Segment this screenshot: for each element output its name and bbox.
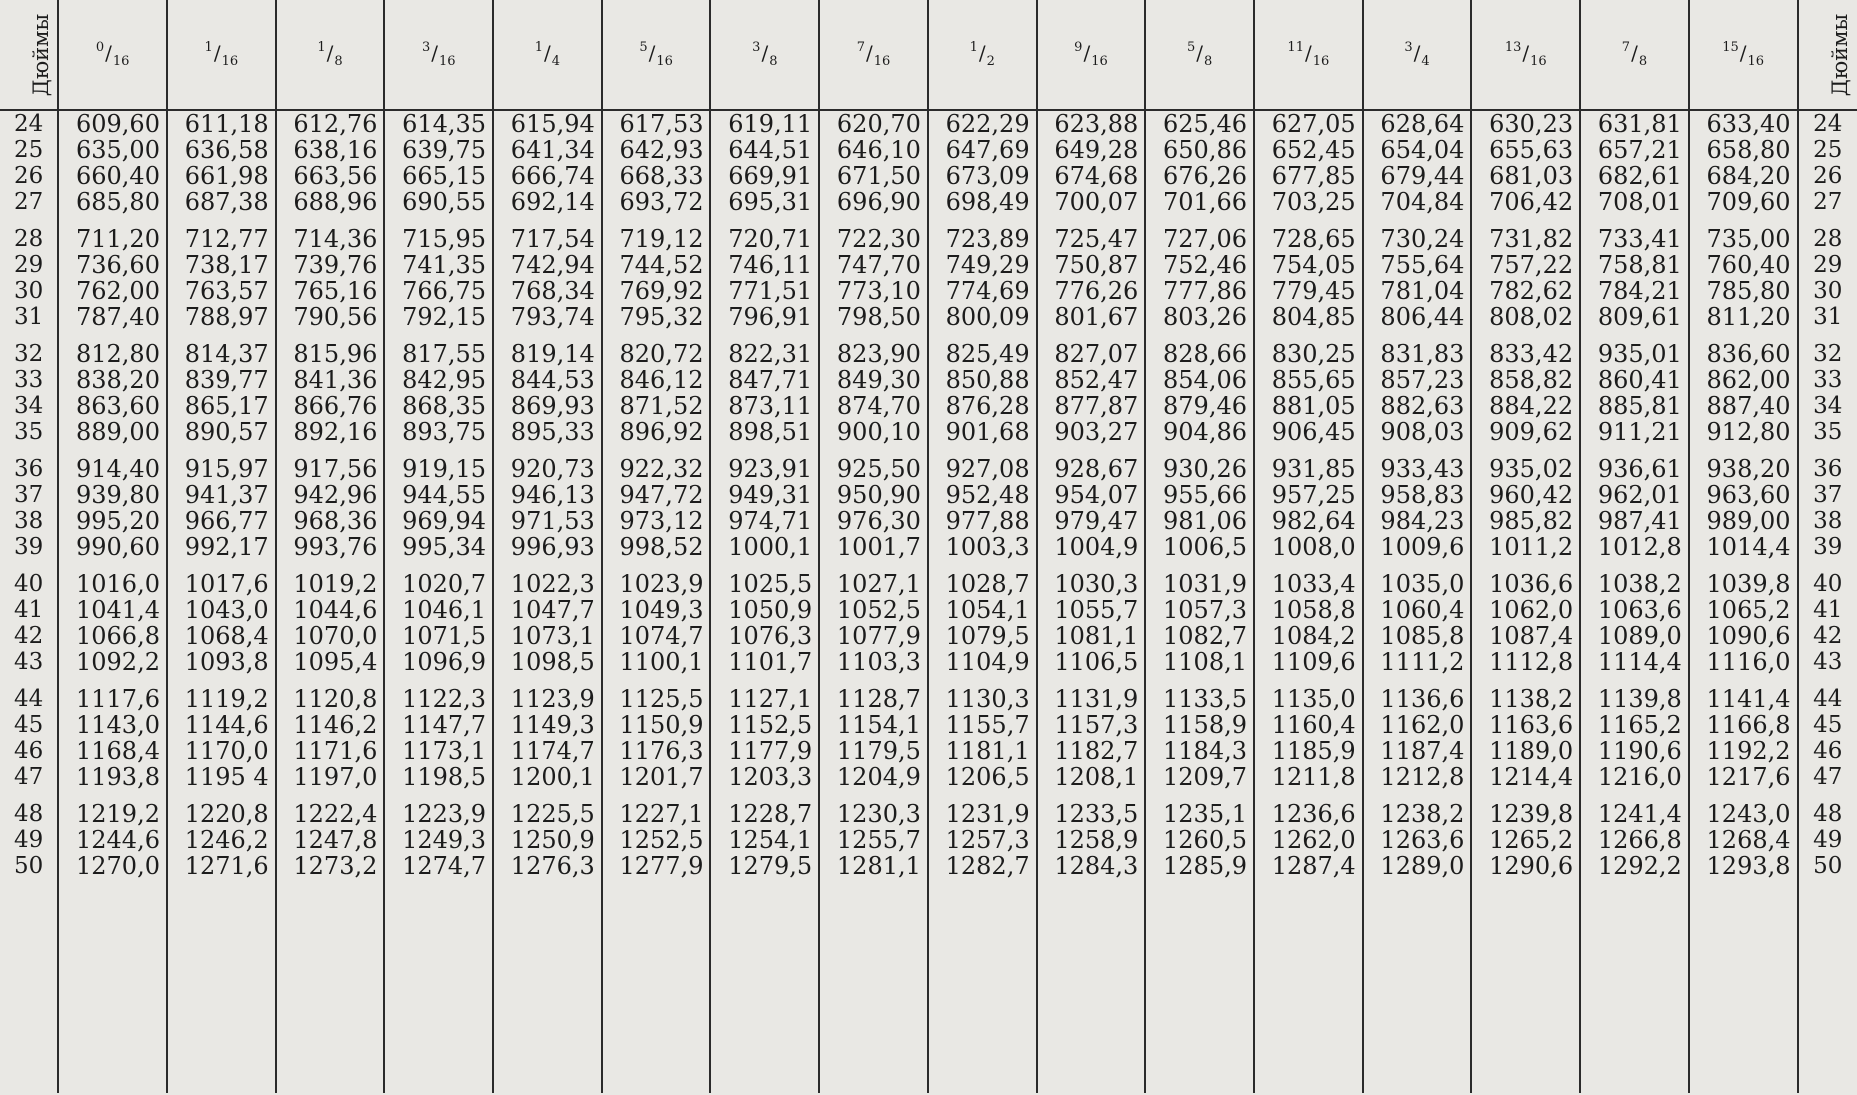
mm-value-cell: 633,40 658,80 684,20 709,60 <box>1689 110 1798 226</box>
mm-value-cell: 1027,1 1052,5 1077,9 1103,3 <box>819 571 928 686</box>
mm-value-cell: 735,00 760,40 785,80 811,20 <box>1689 226 1798 341</box>
mm-value-cell: 936,61 962,01 987,41 1012,8 <box>1580 456 1689 571</box>
mm-value-cell: 831,83 857,23 882,63 908,03 <box>1363 341 1472 456</box>
mm-value-cell: 614,35 639,75 665,15 690,55 <box>384 110 493 226</box>
inch-labels-left: 44 45 46 47 <box>0 686 58 801</box>
mm-value-cell: 1222,4 1247,8 1273,2 <box>276 801 385 1093</box>
mm-value-cell: 617,53 642,93 668,33 693,72 <box>602 110 711 226</box>
mm-value-cell: 1220,8 1246,2 1271,6 <box>167 801 276 1093</box>
mm-value-cell: 1031,9 1057,3 1082,7 1108,1 <box>1145 571 1254 686</box>
fraction-header: $^7/_{16}$ <box>819 0 928 110</box>
mm-value-cell: 714,36 739,76 765,16 790,56 <box>276 226 385 341</box>
mm-value-cell: 825,49 850,88 876,28 901,68 <box>928 341 1037 456</box>
inch-labels-left: 36 37 38 39 <box>0 456 58 571</box>
mm-value-cell: 833,42 858,82 884,22 909,62 <box>1471 341 1580 456</box>
mm-value-cell: 925,50 950,90 976,30 1001,7 <box>819 456 928 571</box>
mm-value-cell: 830,25 855,65 881,05 906,45 <box>1254 341 1363 456</box>
mm-value-cell: 1138,2 1163,6 1189,0 1214,4 <box>1471 686 1580 801</box>
mm-value-cell: 622,29 647,69 673,09 698,49 <box>928 110 1037 226</box>
inches-header-label: Дюймы <box>1827 13 1852 96</box>
mm-value-cell: 919,15 944,55 969,94 995,34 <box>384 456 493 571</box>
mm-value-cell: 1131,9 1157,3 1182,7 1208,1 <box>1037 686 1146 801</box>
inch-labels-right: 24 25 26 27 <box>1798 110 1857 226</box>
mm-value-cell: 917,56 942,96 968,36 993,76 <box>276 456 385 571</box>
fraction-header: $^{13}/_{16}$ <box>1471 0 1580 110</box>
mm-value-cell: 1125,5 1150,9 1176,3 1201,7 <box>602 686 711 801</box>
mm-value-cell: 615,94 641,34 666,74 692,14 <box>493 110 602 226</box>
mm-value-cell: 931,85 957,25 982,64 1008,0 <box>1254 456 1363 571</box>
mm-value-cell: 1030,3 1055,7 1081,1 1106,5 <box>1037 571 1146 686</box>
mm-value-cell: 620,70 646,10 671,50 696,90 <box>819 110 928 226</box>
mm-value-cell: 812,80 838,20 863,60 889,00 <box>58 341 167 456</box>
inch-labels-right: 36 37 38 39 <box>1798 456 1857 571</box>
mm-value-cell: 1016,0 1041,4 1066,8 1092,2 <box>58 571 167 686</box>
fraction-header: $^9/_{16}$ <box>1037 0 1146 110</box>
mm-value-cell: 920,73 946,13 971,53 996,93 <box>493 456 602 571</box>
mm-value-cell: 1036,6 1062,0 1087,4 1112,8 <box>1471 571 1580 686</box>
table-row-block <box>0 456 1857 571</box>
mm-value-cell: 627,05 652,45 677,85 703,25 <box>1254 110 1363 226</box>
mm-value-cell: 1120,8 1146,2 1171,6 1197,0 <box>276 686 385 801</box>
inch-labels-left: 40 41 42 43 <box>0 571 58 686</box>
mm-value-cell: 723,89 749,29 774,69 800,09 <box>928 226 1037 341</box>
inch-labels-left: 28 29 30 31 <box>0 226 58 341</box>
table-row-block <box>0 686 1857 801</box>
mm-value-cell: 1230,3 1255,7 1281,1 <box>819 801 928 1093</box>
mm-value-cell: 1035,0 1060,4 1085,8 1111,2 <box>1363 571 1472 686</box>
mm-value-cell: 628,64 654,04 679,44 704,84 <box>1363 110 1472 226</box>
inch-labels-right: 28 29 30 31 <box>1798 226 1857 341</box>
mm-value-cell: 619,11 644,51 669,91 695,31 <box>710 110 819 226</box>
mm-value-cell: 1038,2 1063,6 1089,0 1114,4 <box>1580 571 1689 686</box>
mm-value-cell: 1020,7 1046,1 1071,5 1096,9 <box>384 571 493 686</box>
mm-value-cell: 1239,8 1265,2 1290,6 <box>1471 801 1580 1093</box>
mm-value-cell: 725,47 750,87 776,26 801,67 <box>1037 226 1146 341</box>
mm-value-cell: 922,32 947,72 973,12 998,52 <box>602 456 711 571</box>
mm-value-cell: 1136,6 1162,0 1187,4 1212,8 <box>1363 686 1472 801</box>
fraction-header: $^5/_8$ <box>1145 0 1254 110</box>
mm-value-cell: 823,90 849,30 874,70 900,10 <box>819 341 928 456</box>
mm-value-cell: 728,65 754,05 779,45 804,85 <box>1254 226 1363 341</box>
fraction-header: $^1/_{16}$ <box>167 0 276 110</box>
table-row-block <box>0 341 1857 456</box>
inches-header-left <box>0 0 58 110</box>
mm-value-cell: 1225,5 1250,9 1276,3 <box>493 801 602 1093</box>
mm-value-cell: 733,41 758,81 784,21 809,61 <box>1580 226 1689 341</box>
fraction-header: $^{15}/_{16}$ <box>1689 0 1798 110</box>
fraction-header: $^7/_8$ <box>1580 0 1689 110</box>
mm-value-cell: 715,95 741,35 766,75 792,15 <box>384 226 493 341</box>
mm-value-cell: 822,31 847,71 873,11 898,51 <box>710 341 819 456</box>
fraction-header: $^1/_4$ <box>493 0 602 110</box>
table-row-block <box>0 571 1857 686</box>
mm-value-cell: 719,12 744,52 769,92 795,32 <box>602 226 711 341</box>
mm-value-cell: 928,67 954,07 979,47 1004,9 <box>1037 456 1146 571</box>
mm-value-cell: 935,02 960,42 985,82 1011,2 <box>1471 456 1580 571</box>
inches-header-right <box>1798 0 1857 110</box>
mm-value-cell: 1123,9 1149,3 1174,7 1200,1 <box>493 686 602 801</box>
mm-value-cell: 938,20 963,60 989,00 1014,4 <box>1689 456 1798 571</box>
mm-value-cell: 722,30 747,70 773,10 798,50 <box>819 226 928 341</box>
mm-value-cell: 914,40 939,80 995,20 990,60 <box>58 456 167 571</box>
header-row <box>0 0 1857 110</box>
mm-value-cell: 927,08 952,48 977,88 1003,3 <box>928 456 1037 571</box>
table-row-block <box>0 226 1857 341</box>
mm-value-cell: 1130,3 1155,7 1181,1 1206,5 <box>928 686 1037 801</box>
mm-value-cell: 1033,4 1058,8 1084,2 1109,6 <box>1254 571 1363 686</box>
mm-value-cell: 630,23 655,63 681,03 706,42 <box>1471 110 1580 226</box>
inch-labels-left: 48 49 50 <box>0 801 58 1093</box>
mm-value-cell: 720,71 746,11 771,51 796,91 <box>710 226 819 341</box>
fraction-header: $^3/_{16}$ <box>384 0 493 110</box>
fraction-header: $^0/_{16}$ <box>58 0 167 110</box>
mm-value-cell: 730,24 755,64 781,04 806,44 <box>1363 226 1472 341</box>
mm-value-cell: 1139,8 1165,2 1190,6 1216,0 <box>1580 686 1689 801</box>
mm-value-cell: 1135,0 1160,4 1185,9 1211,8 <box>1254 686 1363 801</box>
mm-value-cell: 609,60 635,00 660,40 685,80 <box>58 110 167 226</box>
mm-value-cell: 711,20 736,60 762,00 787,40 <box>58 226 167 341</box>
inch-labels-left: 24 25 26 27 <box>0 110 58 226</box>
mm-value-cell: 1233,5 1258,9 1284,3 <box>1037 801 1146 1093</box>
mm-value-cell: 731,82 757,22 782,62 808,02 <box>1471 226 1580 341</box>
mm-value-cell: 1133,5 1158,9 1184,3 1209,7 <box>1145 686 1254 801</box>
mm-value-cell: 1119,2 1144,6 1170,0 1195 4 <box>167 686 276 801</box>
mm-value-cell: 814,37 839,77 865,17 890,57 <box>167 341 276 456</box>
inch-labels-left: 32 33 34 35 <box>0 341 58 456</box>
inch-labels-right: 32 33 34 35 <box>1798 341 1857 456</box>
mm-value-cell: 611,18 636,58 661,98 687,38 <box>167 110 276 226</box>
mm-value-cell: 1022,3 1047,7 1073,1 1098,5 <box>493 571 602 686</box>
mm-value-cell: 1128,7 1154,1 1179,5 1204,9 <box>819 686 928 801</box>
table-row-block <box>0 801 1857 1093</box>
mm-value-cell: 612,76 638,16 663,56 688,96 <box>276 110 385 226</box>
mm-value-cell: 1223,9 1249,3 1274,7 <box>384 801 493 1093</box>
mm-value-cell: 815,96 841,36 866,76 892,16 <box>276 341 385 456</box>
inch-labels-right: 40 41 42 43 <box>1798 571 1857 686</box>
mm-value-cell: 1241,4 1266,8 1292,2 <box>1580 801 1689 1093</box>
mm-value-cell: 1238,2 1263,6 1289,0 <box>1363 801 1472 1093</box>
mm-value-cell: 1219,2 1244,6 1270,0 <box>58 801 167 1093</box>
mm-value-cell: 625,46 650,86 676,26 701,66 <box>1145 110 1254 226</box>
mm-value-cell: 923,91 949,31 974,71 1000,1 <box>710 456 819 571</box>
mm-value-cell: 1235,1 1260,5 1285,9 <box>1145 801 1254 1093</box>
inches-header-label: Дюймы <box>29 13 54 96</box>
mm-value-cell: 1231,9 1257,3 1282,7 <box>928 801 1037 1093</box>
mm-value-cell: 1122,3 1147,7 1173,1 1198,5 <box>384 686 493 801</box>
fraction-header: $^{11}/_{16}$ <box>1254 0 1363 110</box>
mm-value-cell: 930,26 955,66 981,06 1006,5 <box>1145 456 1254 571</box>
mm-value-cell: 828,66 854,06 879,46 904,86 <box>1145 341 1254 456</box>
mm-value-cell: 836,60 862,00 887,40 912,80 <box>1689 341 1798 456</box>
fraction-header: $^1/_2$ <box>928 0 1037 110</box>
mm-value-cell: 1236,6 1262,0 1287,4 <box>1254 801 1363 1093</box>
mm-value-cell: 1023,9 1049,3 1074,7 1100,1 <box>602 571 711 686</box>
mm-value-cell: 727,06 752,46 777,86 803,26 <box>1145 226 1254 341</box>
mm-value-cell: 1127,1 1152,5 1177,9 1203,3 <box>710 686 819 801</box>
mm-value-cell: 1228,7 1254,1 1279,5 <box>710 801 819 1093</box>
mm-value-cell: 631,81 657,21 682,61 708,01 <box>1580 110 1689 226</box>
fraction-header: $^3/_8$ <box>710 0 819 110</box>
mm-value-cell: 1117,6 1143,0 1168,4 1193,8 <box>58 686 167 801</box>
mm-value-cell: 1025,5 1050,9 1076,3 1101,7 <box>710 571 819 686</box>
mm-value-cell: 1243,0 1268,4 1293,8 <box>1689 801 1798 1093</box>
fraction-header: $^3/_4$ <box>1363 0 1472 110</box>
mm-value-cell: 1227,1 1252,5 1277,9 <box>602 801 711 1093</box>
mm-value-cell: 820,72 846,12 871,52 896,92 <box>602 341 711 456</box>
mm-value-cell: 819,14 844,53 869,93 895,33 <box>493 341 602 456</box>
mm-value-cell: 717,54 742,94 768,34 793,74 <box>493 226 602 341</box>
mm-value-cell: 933,43 958,83 984,23 1009,6 <box>1363 456 1472 571</box>
mm-value-cell: 1017,6 1043,0 1068,4 1093,8 <box>167 571 276 686</box>
mm-value-cell: 1039,8 1065,2 1090,6 1116,0 <box>1689 571 1798 686</box>
mm-value-cell: 1019,2 1044,6 1070,0 1095,4 <box>276 571 385 686</box>
table-row-block <box>0 110 1857 226</box>
mm-value-cell: 817,55 842,95 868,35 893,75 <box>384 341 493 456</box>
mm-value-cell: 935,01 860,41 885,81 911,21 <box>1580 341 1689 456</box>
fraction-header: $^1/_8$ <box>276 0 385 110</box>
fraction-header: $^5/_{16}$ <box>602 0 711 110</box>
mm-value-cell: 1141,4 1166,8 1192,2 1217,6 <box>1689 686 1798 801</box>
mm-value-cell: 712,77 738,17 763,57 788,97 <box>167 226 276 341</box>
mm-value-cell: 1028,7 1054,1 1079,5 1104,9 <box>928 571 1037 686</box>
mm-value-cell: 827,07 852,47 877,87 903,27 <box>1037 341 1146 456</box>
mm-value-cell: 623,88 649,28 674,68 700,07 <box>1037 110 1146 226</box>
inch-labels-right: 48 49 50 <box>1798 801 1857 1093</box>
inch-labels-right: 44 45 46 47 <box>1798 686 1857 801</box>
mm-value-cell: 915,97 941,37 966,77 992,17 <box>167 456 276 571</box>
